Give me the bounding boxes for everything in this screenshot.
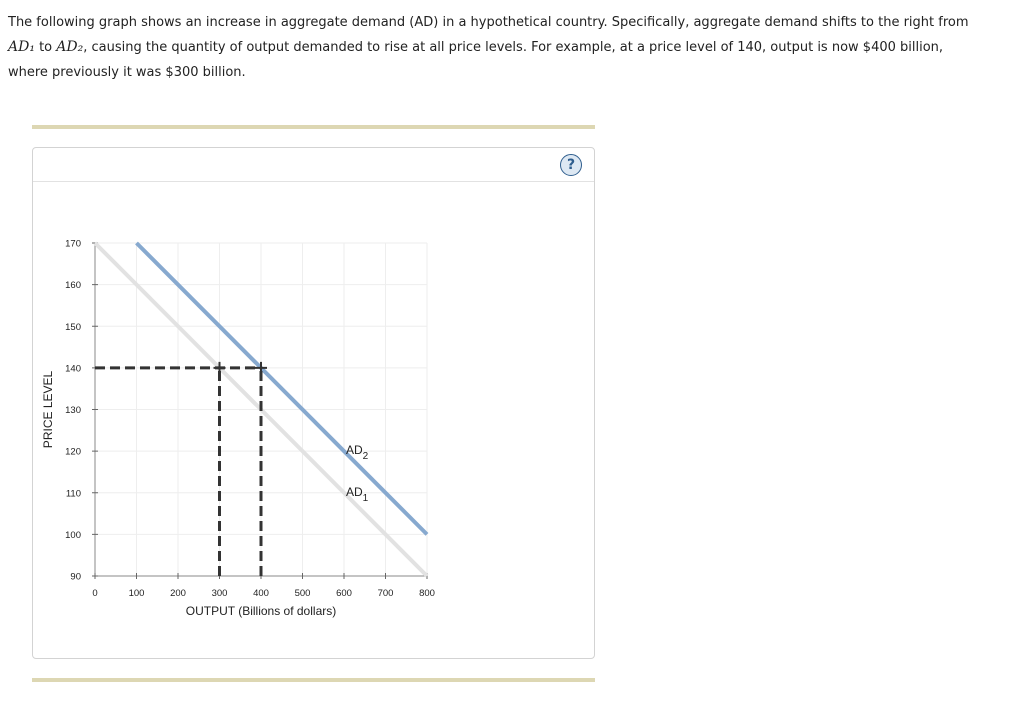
y-tick-label: 150	[65, 321, 81, 333]
y-tick-label: 170	[65, 238, 81, 250]
y-tick-label: 100	[65, 529, 81, 541]
x-tick-label: 600	[336, 588, 352, 599]
x-axis-title: OUTPUT (Billions of dollars)	[185, 604, 337, 618]
x-tick-label: 800	[419, 588, 435, 599]
x-tick-label: 700	[377, 588, 394, 599]
y-tick-label: 90	[70, 571, 81, 583]
y-tick-label: 130	[65, 405, 81, 416]
top-divider	[32, 125, 595, 129]
question-text	[8, 10, 1008, 85]
x-tick-label: 500	[294, 588, 311, 599]
intro-line-2	[8, 35, 1008, 60]
series-label-main: AD	[346, 443, 363, 458]
ad1-term: AD₁	[8, 39, 35, 55]
y-axis-title: PRICE LEVEL	[41, 370, 55, 449]
series-label-subscript: 1	[362, 492, 369, 504]
series-label-subscript: 2	[362, 451, 369, 463]
x-tick-label: 100	[128, 588, 145, 599]
y-tick-label: 110	[65, 488, 81, 500]
y-tick-label: 120	[65, 446, 81, 458]
bottom-divider	[32, 678, 595, 682]
x-tick-label: 400	[253, 588, 269, 599]
intro-to: to	[34, 40, 57, 55]
y-tick-label: 140	[65, 363, 81, 375]
ad2-term: AD₂	[56, 39, 84, 55]
intro-line-1: The following graph shows an increase in aggregate demand (AD) in a hypothetical country. Specifically, aggregate demand shifts to the right from	[8, 15, 969, 30]
intro-line-3: where previously it was $300 billion.	[8, 65, 246, 80]
graph-panel	[32, 147, 595, 659]
intro-line-2-rest: , causing the quantity of output demanded to rise at all price levels. For example, at a price level of 140, output is now $400 billion,	[83, 40, 944, 55]
x-tick-label: 200	[170, 588, 186, 599]
y-tick-label: 160	[65, 280, 81, 292]
series-label-main: AD	[346, 484, 363, 499]
help-button[interactable]: ?	[560, 154, 582, 176]
x-tick-label: 300	[211, 588, 228, 599]
panel-header	[33, 148, 594, 182]
x-tick-label: 0	[92, 588, 98, 599]
